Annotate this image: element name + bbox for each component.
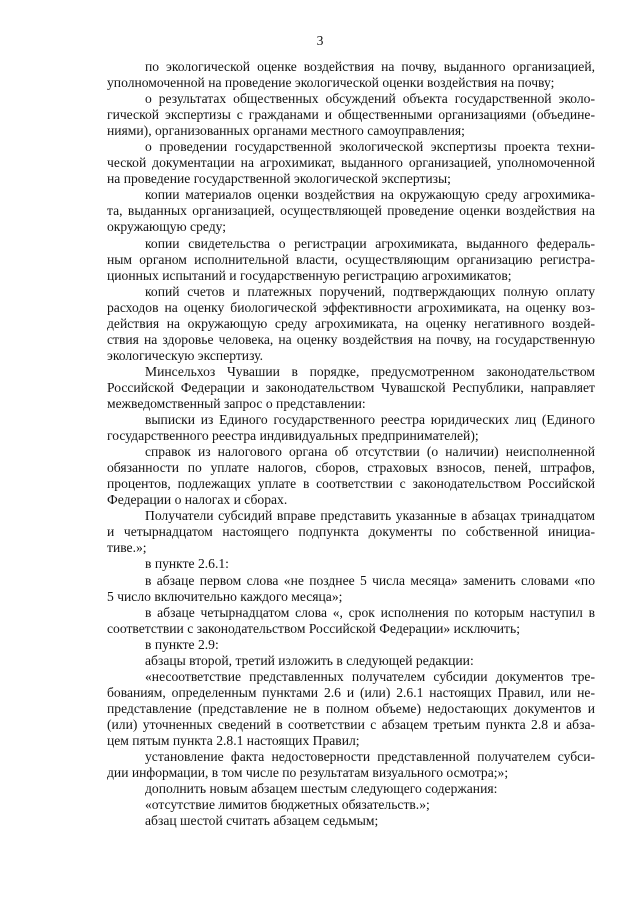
paragraph-first-line: в пункте 2.9: (145, 636, 219, 652)
text-line: (или) уточненных сведений в соответствии с абзацем третьим пункта 2.8 и абза- (107, 716, 595, 732)
text-line: ниями), организованных органами местного самоуправления; (107, 123, 465, 139)
text-line: действия на окружающую среду агрохимиката, на оценку негативного воздей- (107, 315, 595, 331)
text-line: Федерации о налогах и сборах. (107, 492, 288, 508)
text-line: та, выданных организацией, осуществляющей проведение оценки воздействия на (107, 203, 595, 219)
text-line: межведомственный запрос о представлении: (107, 395, 366, 411)
paragraph-first-line: абзац шестой считать абзацем седьмым; (145, 813, 379, 829)
text-line: соответствии с законодательством Российской Федерации» исключить; (107, 620, 520, 636)
paragraph-first-line: по экологической оценке воздействия на почву, выданного организацией, (145, 59, 595, 74)
text-line: ствия на здоровье человека, на оценку воздействия на почву, на государственную (107, 331, 595, 347)
document-body (107, 59, 595, 829)
paragraph-first-line: выписки из Единого государственного реестра юридических лиц (Единого (145, 412, 595, 428)
text-line: на проведение государственной экологической экспертизы; (107, 171, 451, 187)
paragraph-first-line: в абзаце первом слова «не позднее 5 числа месяца» заменить словами «по (145, 572, 595, 588)
text-line: гической экспертизы с гражданами и общественными организациями (объедине- (107, 107, 595, 123)
paragraph-first-line: «отсутствие лимитов бюджетных обязательств.»; (145, 797, 430, 813)
text-line: расходов на оценку биологической эффективности агрохимиката, на оценку воз- (107, 299, 595, 315)
paragraph-first-line: копии свидетельства о регистрации агрохимиката, выданного федераль- (145, 235, 595, 251)
text-line: окружающую среду; (107, 219, 227, 235)
text-line: дии информации, в том числе по результатам визуального осмотра;»; (107, 765, 509, 781)
text-line: ческой документации на агрохимикат, выданного организацией, уполномоченной (107, 155, 595, 171)
paragraph-first-line: о результатах общественных обсуждений объекта государственной эколо- (145, 91, 595, 107)
text-line: цем пятым пункта 2.8.1 настоящих Правил; (107, 732, 360, 748)
paragraph-first-line: дополнить новым абзацем шестым следующего содержания: (145, 781, 498, 797)
text-line: ционных испытаний и государственную регистрацию агрохимикатов; (107, 267, 512, 283)
text-line: и четырнадцатом настоящего подпункта документы по собственной инициа- (107, 524, 595, 540)
text-line: экологическую экспертизу. (107, 347, 263, 363)
paragraph-first-line: Получатели субсидий вправе представить указанные в абзацах тринадцатом (145, 508, 595, 524)
paragraph-first-line: «несоответствие представленных получателем субсидии документов тре- (145, 668, 595, 684)
text-line: представление (представление не в полном объеме) недостающих документов и (107, 700, 595, 716)
paragraph-first-line: Минсельхоз Чувашии в порядке, предусмотренном законодательством (145, 363, 595, 379)
text-line: тиве.»; (107, 540, 147, 556)
text-line: государственного реестра индивидуальных предпринимателей); (107, 428, 479, 444)
text-line: 5 число включительно каждого месяца»; (107, 588, 343, 604)
text-line: бованиям, определенным пунктами 2.6 и (или) 2.6.1 настоящих Правил, или не- (107, 684, 595, 700)
paragraph-first-line: копии материалов оценки воздействия на окружающую среду агрохимика- (145, 187, 595, 203)
paragraph-first-line: абзацы второй, третий изложить в следующей редакции: (145, 652, 474, 668)
text-line: процентов, подлежащих уплате в соответствии с законодательством Российской (107, 476, 595, 492)
paragraph-first-line: в пункте 2.6.1: (145, 556, 229, 572)
paragraph-first-line: о проведении государственной экологической экспертизы проекта техни- (145, 139, 595, 155)
paragraph-first-line: установление факта недостоверности представленной получателем субси- (145, 749, 595, 765)
paragraph-first-line: в абзаце четырнадцатом слова «, срок исполнения по которым наступил в (145, 604, 595, 620)
page-number: 3 (316, 33, 324, 48)
text-line: уполномоченной на проведение экологической оценки воздействия на почву; (107, 75, 555, 91)
paragraph-first-line: справок из налогового органа об отсутствии (о наличии) неисполненной (145, 444, 595, 460)
text-line: ным органом исполнительной власти, осуществляющим организацию регистра- (107, 251, 595, 267)
paragraph-first-line: копий счетов и платежных поручений, подтверждающих полную оплату (145, 283, 595, 299)
text-line: Российской Федерации и законодательством Чувашской Республики, направляет (107, 379, 595, 395)
text-line: обязанности по уплате налогов, сборов, страховых взносов, пеней, штрафов, (107, 460, 595, 476)
